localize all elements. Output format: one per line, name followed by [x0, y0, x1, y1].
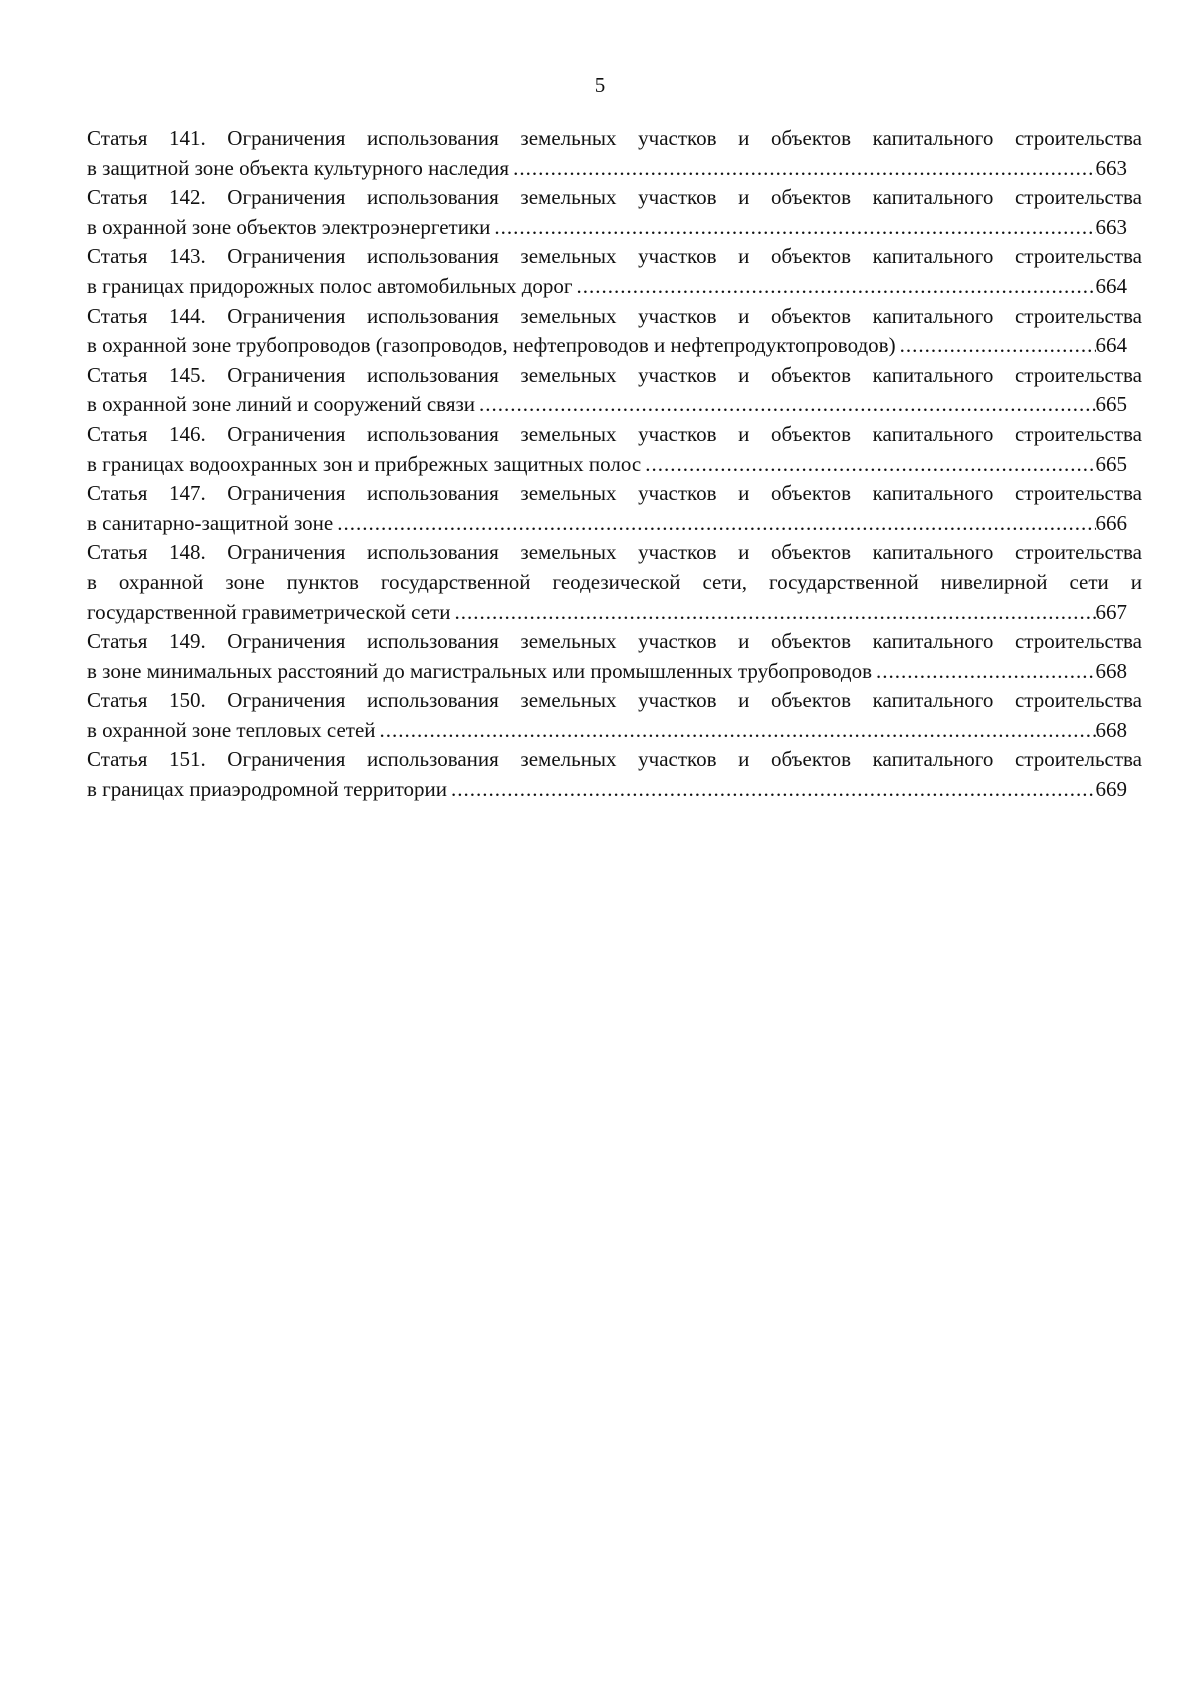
table-of-contents	[87, 124, 1142, 805]
toc-entry[interactable]	[87, 627, 1142, 686]
toc-entry-title-end: в границах приаэродромной территории	[87, 777, 448, 802]
toc-page-number: 665	[1095, 392, 1127, 417]
toc-entry[interactable]	[87, 124, 1142, 183]
toc-entry[interactable]	[87, 479, 1142, 538]
dot-leader	[479, 390, 1095, 420]
toc-entry[interactable]	[87, 686, 1142, 745]
toc-entry-title-line: Статья 146. Ограничения использования земельных участков и объектов капитального строительства	[87, 421, 1142, 446]
toc-entry[interactable]	[87, 745, 1142, 804]
toc-entry-title-end: в охранной зоне трубопроводов (газопроводов, нефтепроводов и нефтепродуктопроводов)	[87, 333, 896, 358]
toc-entry-last-line	[87, 390, 1127, 420]
toc-entry-title-line: Статья 141. Ограничения использования земельных участков и объектов капитального строительства	[87, 126, 1142, 150]
toc-page-number: 666	[1095, 510, 1127, 535]
toc-entry-last-line	[87, 775, 1127, 805]
toc-entry-last-line	[87, 331, 1127, 361]
toc-entry-title-line: Статья 143. Ограничения использования земельных участков и объектов капитального строительства	[87, 244, 1142, 269]
toc-entry-title-line: Статья 144. Ограничения использования земельных участков и объектов капитального строительства	[87, 303, 1142, 328]
toc-entry-last-line	[87, 450, 1127, 480]
dot-leader	[577, 272, 1096, 302]
dot-leader	[337, 509, 1095, 539]
toc-page-number: 664	[1095, 273, 1127, 298]
toc-entry-title-line: Статья 149. Ограничения использования земельных участков и объектов капитального строительства	[87, 629, 1142, 654]
toc-entry-last-line	[87, 272, 1127, 302]
toc-entry-last-line	[87, 598, 1127, 628]
toc-entry[interactable]	[87, 420, 1142, 479]
toc-entry-title-line: Статья 147. Ограничения использования земельных участков и объектов капитального строительства	[87, 481, 1142, 506]
toc-entry-title-line: Статья 148. Ограничения использования земельных участков и объектов капитального строительства	[87, 540, 1142, 565]
toc-entry[interactable]	[87, 242, 1142, 301]
toc-entry-title-end: государственной гравиметрической сети	[87, 599, 451, 624]
toc-page-number: 669	[1095, 777, 1127, 802]
dot-leader	[494, 213, 1095, 243]
toc-entry-last-line	[87, 657, 1127, 687]
toc-entry-title-line: Статья 145. Ограничения использования земельных участков и объектов капитального строительства	[87, 362, 1142, 387]
toc-entry-title-end: в зоне минимальных расстояний до магистральных или промышленных трубопроводов	[87, 658, 873, 683]
toc-page-number: 668	[1095, 717, 1127, 742]
dot-leader	[380, 716, 1096, 746]
toc-entry-title-line: Статья 151. Ограничения использования земельных участков и объектов капитального строительства	[87, 747, 1142, 772]
toc-entry-last-line	[87, 716, 1127, 746]
toc-entry-title-end: в охранной зоне тепловых сетей	[87, 717, 376, 742]
toc-entry[interactable]	[87, 183, 1142, 242]
toc-entry-title-line: в охранной зоне пунктов государственной геодезической сети, государственной нивелирной сети и	[87, 569, 1142, 594]
toc-page-number: 663	[1095, 155, 1127, 180]
toc-entry-title-end: в защитной зоне объекта культурного наследия	[87, 155, 510, 180]
dot-leader	[451, 775, 1095, 805]
toc-entry-title-end: в границах придорожных полос автомобильных дорог	[87, 273, 573, 298]
toc-entry-title-end: в санитарно-защитной зоне	[87, 510, 334, 535]
toc-entry-title-end: в охранной зоне линий и сооружений связи	[87, 392, 476, 417]
toc-entry-last-line	[87, 154, 1127, 184]
toc-entry-last-line	[87, 213, 1127, 243]
toc-entry[interactable]	[87, 302, 1142, 361]
toc-entry-title-line: Статья 150. Ограничения использования земельных участков и объектов капитального строительства	[87, 688, 1142, 713]
toc-entry-title-end: в охранной зоне объектов электроэнергетики	[87, 214, 491, 239]
toc-entry-last-line	[87, 509, 1127, 539]
toc-entry-title-line: Статья 142. Ограничения использования земельных участков и объектов капитального строительства	[87, 185, 1142, 210]
dot-leader	[900, 331, 1096, 361]
dot-leader	[513, 154, 1095, 184]
toc-page-number: 665	[1095, 451, 1127, 476]
toc-entry-title-end: в границах водоохранных зон и прибрежных защитных полос	[87, 451, 642, 476]
toc-page-number: 668	[1095, 658, 1127, 683]
toc-page-number: 667	[1095, 599, 1127, 624]
dot-leader	[876, 657, 1095, 687]
toc-entry[interactable]	[87, 361, 1142, 420]
toc-page-number: 664	[1095, 333, 1127, 358]
page-number: 5	[594, 73, 606, 97]
dot-leader	[454, 598, 1095, 628]
toc-entry[interactable]	[87, 538, 1142, 627]
toc-page-number: 663	[1095, 214, 1127, 239]
dot-leader	[645, 450, 1095, 480]
